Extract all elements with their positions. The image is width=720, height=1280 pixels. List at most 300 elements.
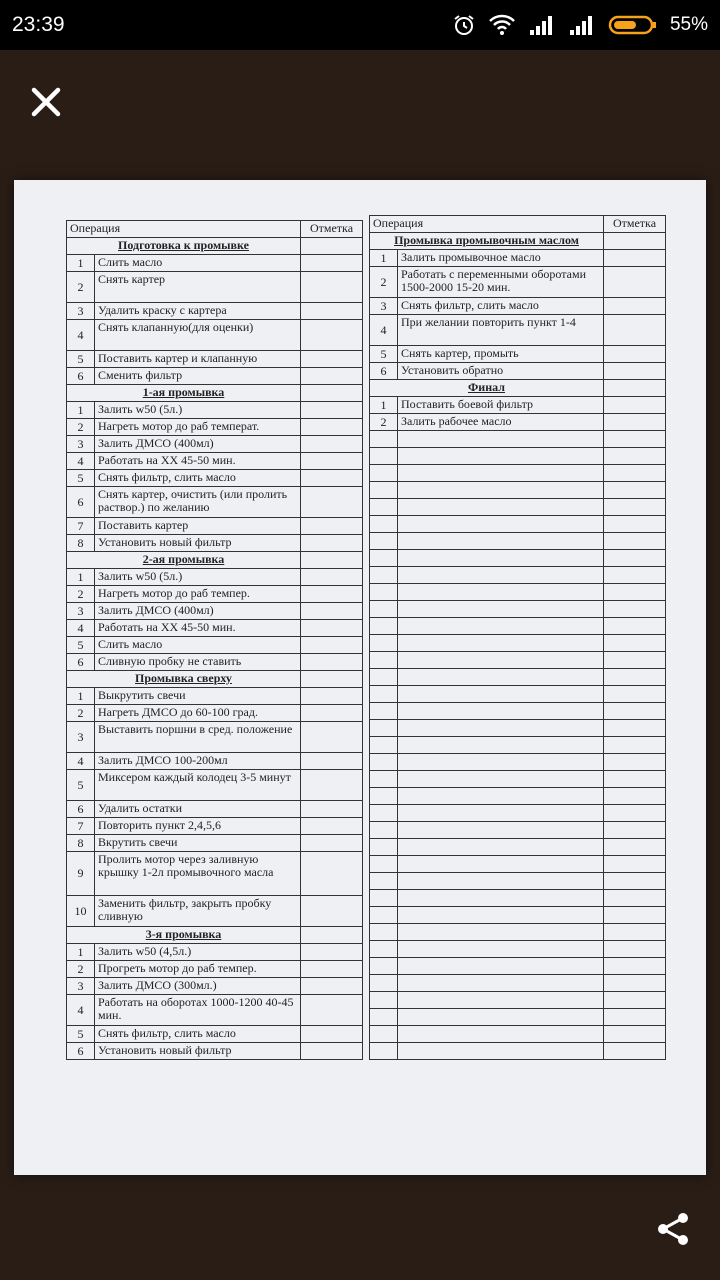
step-text: Слить масло <box>95 255 301 272</box>
empty-row <box>370 771 666 788</box>
mark-cell <box>604 975 666 992</box>
empty-row <box>370 550 666 567</box>
step-number: 7 <box>67 818 95 835</box>
table-row <box>67 705 363 722</box>
empty-cell <box>398 992 604 1009</box>
mark-cell <box>604 720 666 737</box>
empty-row <box>370 686 666 703</box>
table-row <box>67 835 363 852</box>
header-mark: Отметка <box>604 216 666 233</box>
empty-row <box>370 975 666 992</box>
step-text: Заменить фильтр, закрыть пробку сливную <box>95 896 301 927</box>
empty-cell <box>398 669 604 686</box>
mark-cell <box>604 499 666 516</box>
table-row <box>67 453 363 470</box>
step-number: 8 <box>67 835 95 852</box>
step-text: Сменить фильтр <box>95 368 301 385</box>
mark-cell <box>301 603 363 620</box>
mark-cell <box>604 567 666 584</box>
empty-cell <box>370 703 398 720</box>
empty-cell <box>370 924 398 941</box>
mark-cell <box>604 233 666 250</box>
empty-cell <box>370 856 398 873</box>
step-text: Залить ДМСО (400мл) <box>95 603 301 620</box>
section-row <box>370 380 666 397</box>
table-row <box>67 1026 363 1043</box>
empty-cell <box>370 788 398 805</box>
step-number: 2 <box>370 414 398 431</box>
step-number: 3 <box>67 603 95 620</box>
table-row <box>67 518 363 535</box>
table-row <box>67 535 363 552</box>
step-text: Залить w50 (5л.) <box>95 569 301 586</box>
step-text: Миксером каждый колодец 3-5 минут <box>95 770 301 801</box>
mark-cell <box>301 552 363 569</box>
step-number: 5 <box>67 470 95 487</box>
empty-cell <box>370 822 398 839</box>
step-text: Снять фильтр, слить масло <box>398 298 604 315</box>
step-number: 5 <box>67 1026 95 1043</box>
mark-cell <box>604 431 666 448</box>
step-text: Залить ДМСО (400мл) <box>95 436 301 453</box>
step-text: Нагреть ДМСО до 60-100 град. <box>95 705 301 722</box>
empty-cell <box>398 1009 604 1026</box>
step-number: 1 <box>67 688 95 705</box>
battery-icon <box>608 14 658 36</box>
step-number: 3 <box>67 722 95 753</box>
step-text: Работать на ХХ 45-50 мин. <box>95 620 301 637</box>
step-text: Снять картер, очистить (или пролить раствор.) по желанию <box>95 487 301 518</box>
section-row <box>67 552 363 569</box>
table-row <box>370 346 666 363</box>
mark-cell <box>604 1043 666 1060</box>
empty-row <box>370 822 666 839</box>
empty-row <box>370 1026 666 1043</box>
step-number: 5 <box>67 351 95 368</box>
mark-cell <box>604 482 666 499</box>
empty-cell <box>370 737 398 754</box>
empty-row <box>370 516 666 533</box>
table-row <box>67 961 363 978</box>
step-number: 6 <box>370 363 398 380</box>
empty-row <box>370 737 666 754</box>
empty-cell <box>370 907 398 924</box>
mark-cell <box>604 839 666 856</box>
signal-icon <box>528 14 556 36</box>
step-text: Залить w50 (5л.) <box>95 402 301 419</box>
status-bar <box>0 0 720 50</box>
step-text: Залить w50 (4,5л.) <box>95 944 301 961</box>
mark-cell <box>301 255 363 272</box>
section-title: Промывка промывочным маслом <box>370 233 604 250</box>
empty-cell <box>398 584 604 601</box>
mark-cell <box>301 1026 363 1043</box>
mark-cell <box>301 671 363 688</box>
mark-cell <box>301 351 363 368</box>
step-number: 3 <box>67 978 95 995</box>
table-row <box>67 586 363 603</box>
step-text: Поставить картер <box>95 518 301 535</box>
table-row <box>67 978 363 995</box>
empty-cell <box>398 703 604 720</box>
table-row <box>67 852 363 896</box>
empty-cell <box>370 805 398 822</box>
empty-row <box>370 873 666 890</box>
mark-cell <box>301 303 363 320</box>
empty-row <box>370 703 666 720</box>
empty-cell <box>370 516 398 533</box>
table-row <box>370 414 666 431</box>
mark-cell <box>604 1009 666 1026</box>
step-number: 2 <box>67 705 95 722</box>
step-text: Выставить поршни в сред. положение <box>95 722 301 753</box>
empty-cell <box>370 618 398 635</box>
mark-cell <box>604 584 666 601</box>
mark-cell <box>301 320 363 351</box>
step-number: 4 <box>67 995 95 1026</box>
table-row <box>67 620 363 637</box>
step-text: Удалить краску с картера <box>95 303 301 320</box>
mark-cell <box>604 533 666 550</box>
section-title: 2-ая промывка <box>67 552 301 569</box>
step-text: Снять фильтр, слить масло <box>95 470 301 487</box>
step-number: 4 <box>67 320 95 351</box>
mark-cell <box>604 1026 666 1043</box>
empty-cell <box>398 754 604 771</box>
wifi-icon <box>488 14 516 36</box>
empty-row <box>370 652 666 669</box>
table-row <box>67 944 363 961</box>
table-row <box>67 603 363 620</box>
empty-cell <box>398 907 604 924</box>
step-number: 1 <box>67 255 95 272</box>
empty-cell <box>398 788 604 805</box>
header-mark: Отметка <box>301 221 363 238</box>
table-row <box>67 255 363 272</box>
step-number: 2 <box>67 961 95 978</box>
table-row <box>67 402 363 419</box>
empty-cell <box>398 448 604 465</box>
step-number: 6 <box>67 801 95 818</box>
mark-cell <box>301 586 363 603</box>
mark-cell <box>301 637 363 654</box>
mark-cell <box>301 944 363 961</box>
step-number: 3 <box>67 436 95 453</box>
empty-cell <box>398 652 604 669</box>
mark-cell <box>301 927 363 944</box>
mark-cell <box>301 385 363 402</box>
table-row <box>370 250 666 267</box>
mark-cell <box>604 465 666 482</box>
empty-cell <box>370 550 398 567</box>
step-text: Работать на оборотах 1000-1200 40-45 мин. <box>95 995 301 1026</box>
mark-cell <box>301 688 363 705</box>
close-button[interactable] <box>26 84 66 124</box>
step-number: 1 <box>370 397 398 414</box>
share-button[interactable] <box>650 1208 696 1254</box>
empty-cell <box>370 992 398 1009</box>
mark-cell <box>604 669 666 686</box>
table-row <box>67 436 363 453</box>
mark-cell <box>301 569 363 586</box>
section-title: Финал <box>370 380 604 397</box>
mark-cell <box>604 737 666 754</box>
step-text: Залить промывочное масло <box>398 250 604 267</box>
empty-cell <box>370 873 398 890</box>
empty-cell <box>398 601 604 618</box>
mark-cell <box>604 267 666 298</box>
empty-row <box>370 992 666 1009</box>
mark-cell <box>604 635 666 652</box>
empty-cell <box>370 1043 398 1060</box>
step-text: Прогреть мотор до раб темпер. <box>95 961 301 978</box>
empty-cell <box>370 720 398 737</box>
mark-cell <box>301 402 363 419</box>
step-number: 2 <box>67 419 95 436</box>
mark-cell <box>301 978 363 995</box>
empty-cell <box>398 1043 604 1060</box>
empty-row <box>370 1009 666 1026</box>
empty-cell <box>370 635 398 652</box>
step-number: 6 <box>67 1043 95 1060</box>
step-number: 4 <box>370 315 398 346</box>
section-row <box>370 233 666 250</box>
empty-cell <box>370 652 398 669</box>
section-title: 3-я промывка <box>67 927 301 944</box>
mark-cell <box>301 238 363 255</box>
section-title: 1-ая промывка <box>67 385 301 402</box>
step-text: Нагреть мотор до раб температ. <box>95 419 301 436</box>
mark-cell <box>301 436 363 453</box>
left-checklist-table <box>66 220 363 1060</box>
empty-cell <box>398 465 604 482</box>
empty-row <box>370 839 666 856</box>
empty-row <box>370 754 666 771</box>
close-icon <box>30 86 62 123</box>
step-text: Снять картер <box>95 272 301 303</box>
step-number: 9 <box>67 852 95 896</box>
mark-cell <box>604 414 666 431</box>
step-number: 5 <box>370 346 398 363</box>
table-row <box>370 267 666 298</box>
empty-cell <box>370 941 398 958</box>
mark-cell <box>604 788 666 805</box>
table-row <box>67 320 363 351</box>
step-text: Работать с переменными оборотами 1500-2000 15-20 мин. <box>398 267 604 298</box>
empty-row <box>370 805 666 822</box>
step-number: 5 <box>67 637 95 654</box>
table-row <box>67 637 363 654</box>
step-text: Залить ДМСО 100-200мл <box>95 753 301 770</box>
mark-cell <box>604 686 666 703</box>
mark-cell <box>604 380 666 397</box>
table-header-row <box>370 216 666 233</box>
section-row <box>67 671 363 688</box>
empty-cell <box>398 856 604 873</box>
mark-cell <box>301 995 363 1026</box>
empty-cell <box>398 873 604 890</box>
table-header-row <box>67 221 363 238</box>
empty-row <box>370 567 666 584</box>
mark-cell <box>301 1043 363 1060</box>
mark-cell <box>604 652 666 669</box>
mark-cell <box>604 856 666 873</box>
section-row <box>67 385 363 402</box>
table-row <box>67 419 363 436</box>
step-text: Повторить пункт 2,4,5,6 <box>95 818 301 835</box>
empty-row <box>370 907 666 924</box>
empty-cell <box>370 499 398 516</box>
table-row <box>67 303 363 320</box>
empty-row <box>370 584 666 601</box>
mark-cell <box>301 852 363 896</box>
empty-cell <box>370 771 398 788</box>
mark-cell <box>301 722 363 753</box>
step-number: 2 <box>370 267 398 298</box>
step-text: Установить новый фильтр <box>95 1043 301 1060</box>
section-title: Подготовка к промывке <box>67 238 301 255</box>
empty-row <box>370 924 666 941</box>
empty-row <box>370 720 666 737</box>
table-row <box>67 753 363 770</box>
mark-cell <box>604 363 666 380</box>
step-text: Удалить остатки <box>95 801 301 818</box>
mark-cell <box>604 754 666 771</box>
table-row <box>67 688 363 705</box>
empty-row <box>370 448 666 465</box>
mark-cell <box>604 992 666 1009</box>
mark-cell <box>604 924 666 941</box>
step-number: 1 <box>370 250 398 267</box>
step-text: Установить обратно <box>398 363 604 380</box>
empty-cell <box>370 465 398 482</box>
table-row <box>67 487 363 518</box>
step-number: 7 <box>67 518 95 535</box>
mark-cell <box>301 518 363 535</box>
step-number: 10 <box>67 896 95 927</box>
table-row <box>67 569 363 586</box>
mark-cell <box>301 961 363 978</box>
mark-cell <box>604 516 666 533</box>
mark-cell <box>301 419 363 436</box>
empty-cell <box>398 482 604 499</box>
step-text: Поставить картер и клапанную <box>95 351 301 368</box>
table-row <box>370 397 666 414</box>
step-text: Нагреть мотор до раб темпер. <box>95 586 301 603</box>
section-row <box>67 238 363 255</box>
step-text: Залить ДМСО (300мл.) <box>95 978 301 995</box>
empty-row <box>370 788 666 805</box>
table-row <box>67 368 363 385</box>
step-text: При желании повторить пункт 1-4 <box>398 315 604 346</box>
mark-cell <box>604 703 666 720</box>
table-row <box>370 298 666 315</box>
empty-cell <box>370 567 398 584</box>
mark-cell <box>301 487 363 518</box>
table-row <box>67 722 363 753</box>
empty-cell <box>398 890 604 907</box>
mark-cell <box>604 941 666 958</box>
step-text: Сливную пробку не ставить <box>95 654 301 671</box>
step-text: Пролить мотор через заливную крышку 1-2л промывочного масла <box>95 852 301 896</box>
table-row <box>67 272 363 303</box>
mark-cell <box>301 835 363 852</box>
empty-cell <box>398 771 604 788</box>
signal-icon <box>568 14 596 36</box>
empty-cell <box>398 499 604 516</box>
empty-row <box>370 499 666 516</box>
step-text: Поставить боевой фильтр <box>398 397 604 414</box>
table-row <box>67 351 363 368</box>
empty-cell <box>398 533 604 550</box>
empty-cell <box>398 550 604 567</box>
empty-cell <box>398 839 604 856</box>
empty-cell <box>370 533 398 550</box>
mark-cell <box>604 298 666 315</box>
mark-cell <box>604 346 666 363</box>
step-number: 4 <box>67 453 95 470</box>
step-number: 6 <box>67 368 95 385</box>
table-row <box>370 315 666 346</box>
empty-cell <box>370 584 398 601</box>
mark-cell <box>604 822 666 839</box>
mark-cell <box>604 771 666 788</box>
empty-cell <box>370 686 398 703</box>
mark-cell <box>301 272 363 303</box>
empty-cell <box>370 669 398 686</box>
step-text: Выкрутить свечи <box>95 688 301 705</box>
empty-cell <box>398 1026 604 1043</box>
empty-row <box>370 533 666 550</box>
table-row <box>67 654 363 671</box>
empty-cell <box>398 516 604 533</box>
step-number: 2 <box>67 272 95 303</box>
empty-cell <box>398 822 604 839</box>
empty-cell <box>370 482 398 499</box>
empty-cell <box>370 975 398 992</box>
step-text: Залить рабочее масло <box>398 414 604 431</box>
battery-percent: 55% <box>669 14 708 35</box>
empty-cell <box>398 431 604 448</box>
mark-cell <box>301 654 363 671</box>
step-text: Слить масло <box>95 637 301 654</box>
empty-cell <box>370 1009 398 1026</box>
step-text: Вкрутить свечи <box>95 835 301 852</box>
mark-cell <box>301 896 363 927</box>
empty-cell <box>398 618 604 635</box>
mark-cell <box>604 907 666 924</box>
mark-cell <box>604 448 666 465</box>
mark-cell <box>301 770 363 801</box>
step-number: 3 <box>67 303 95 320</box>
empty-cell <box>370 839 398 856</box>
step-number: 2 <box>67 586 95 603</box>
empty-cell <box>398 737 604 754</box>
mark-cell <box>301 753 363 770</box>
mark-cell <box>604 890 666 907</box>
section-title: Промывка сверху <box>67 671 301 688</box>
step-number: 6 <box>67 487 95 518</box>
empty-cell <box>398 941 604 958</box>
header-operation: Операция <box>370 216 604 233</box>
mark-cell <box>301 801 363 818</box>
empty-row <box>370 941 666 958</box>
step-text: Установить новый фильтр <box>95 535 301 552</box>
step-number: 1 <box>67 402 95 419</box>
table-row <box>67 1043 363 1060</box>
step-number: 1 <box>67 569 95 586</box>
empty-cell <box>398 720 604 737</box>
